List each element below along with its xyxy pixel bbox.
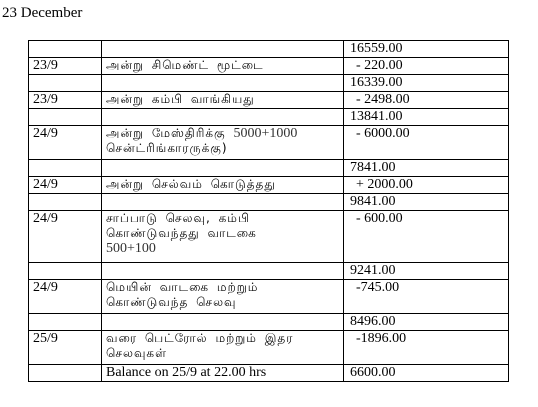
description-line: சாப்பாடு செலவு, கம்பி [106, 211, 250, 225]
balance-row [29, 75, 509, 92]
empty-date-cell [29, 160, 102, 177]
transaction-amount: - 2498.00 [344, 92, 509, 109]
expense-ledger-table [28, 40, 509, 382]
description-number: 5000+1000 [233, 126, 298, 141]
running-balance: 16559.00 [344, 41, 509, 58]
balance-row [29, 109, 509, 126]
transaction-description [102, 211, 344, 263]
transaction-date: 25/9 [29, 331, 102, 365]
empty-date-cell [29, 194, 102, 211]
transaction-description [102, 331, 344, 365]
transaction-amount: - 220.00 [344, 58, 509, 75]
empty-description-cell [102, 109, 344, 126]
running-balance: 9841.00 [344, 194, 509, 211]
empty-description-cell [102, 314, 344, 331]
transaction-row [29, 177, 509, 194]
balance-row [29, 314, 509, 331]
transaction-description [102, 58, 344, 75]
document-title: 23 December [2, 5, 83, 21]
empty-date-cell [29, 314, 102, 331]
description-line: சென்ட்ரிங்காரருக்கு) [106, 141, 228, 155]
empty-description-cell [102, 75, 344, 92]
transaction-description [102, 92, 344, 109]
transaction-amount: + 2000.00 [344, 177, 509, 194]
transaction-row [29, 92, 509, 109]
description-number: 500+100 [106, 241, 156, 256]
description-line: கொண்டுவந்தது வாடகை [106, 226, 257, 240]
empty-description-cell [102, 160, 344, 177]
empty-description-cell [102, 41, 344, 58]
running-balance: 13841.00 [344, 109, 509, 126]
transaction-row [29, 280, 509, 314]
transaction-date: 24/9 [29, 211, 102, 263]
transaction-date: 24/9 [29, 280, 102, 314]
description-line: அன்று சிமெண்ட் மூட்டை [106, 58, 264, 72]
running-balance: 8496.00 [344, 314, 509, 331]
transaction-description [102, 126, 344, 160]
transaction-amount: - 600.00 [344, 211, 509, 263]
final-balance-amount: 6600.00 [344, 365, 509, 382]
balance-row [29, 194, 509, 211]
transaction-row [29, 211, 509, 263]
transaction-description [102, 177, 344, 194]
description-line: கொண்டுவந்த செலவு [106, 295, 237, 309]
description-text: அன்று மேஸ்திரிக்கு [106, 126, 234, 140]
transaction-amount: -745.00 [344, 280, 509, 314]
balance-row [29, 41, 509, 58]
transaction-date: 23/9 [29, 58, 102, 75]
description-line: செலவுகள் [106, 346, 167, 360]
transaction-amount: -1896.00 [344, 331, 509, 365]
empty-date-cell [29, 365, 102, 382]
running-balance: 7841.00 [344, 160, 509, 177]
description-line: வரை பெட்ரோல் மற்றும் இதர [106, 331, 294, 345]
empty-description-cell [102, 263, 344, 280]
transaction-row [29, 58, 509, 75]
transaction-date: 23/9 [29, 92, 102, 109]
transaction-row [29, 331, 509, 365]
empty-date-cell [29, 109, 102, 126]
transaction-date: 24/9 [29, 126, 102, 160]
empty-description-cell [102, 194, 344, 211]
empty-date-cell [29, 263, 102, 280]
final-balance-label: Balance on 25/9 at 22.00 hrs [102, 365, 344, 382]
transaction-amount: - 6000.00 [344, 126, 509, 160]
balance-row [29, 263, 509, 280]
description-line: மெயின் வாடகை மற்றும் [106, 280, 259, 294]
description-line: அன்று செல்வம் கொடுத்தது [106, 177, 276, 191]
description-line: அன்று கம்பி வாங்கியது [106, 92, 255, 106]
empty-date-cell [29, 41, 102, 58]
running-balance: 16339.00 [344, 75, 509, 92]
transaction-row [29, 126, 509, 160]
empty-date-cell [29, 75, 102, 92]
final-balance-row [29, 365, 509, 382]
description-line [106, 126, 343, 141]
running-balance: 9241.00 [344, 263, 509, 280]
transaction-description [102, 280, 344, 314]
balance-row [29, 160, 509, 177]
transaction-date: 24/9 [29, 177, 102, 194]
